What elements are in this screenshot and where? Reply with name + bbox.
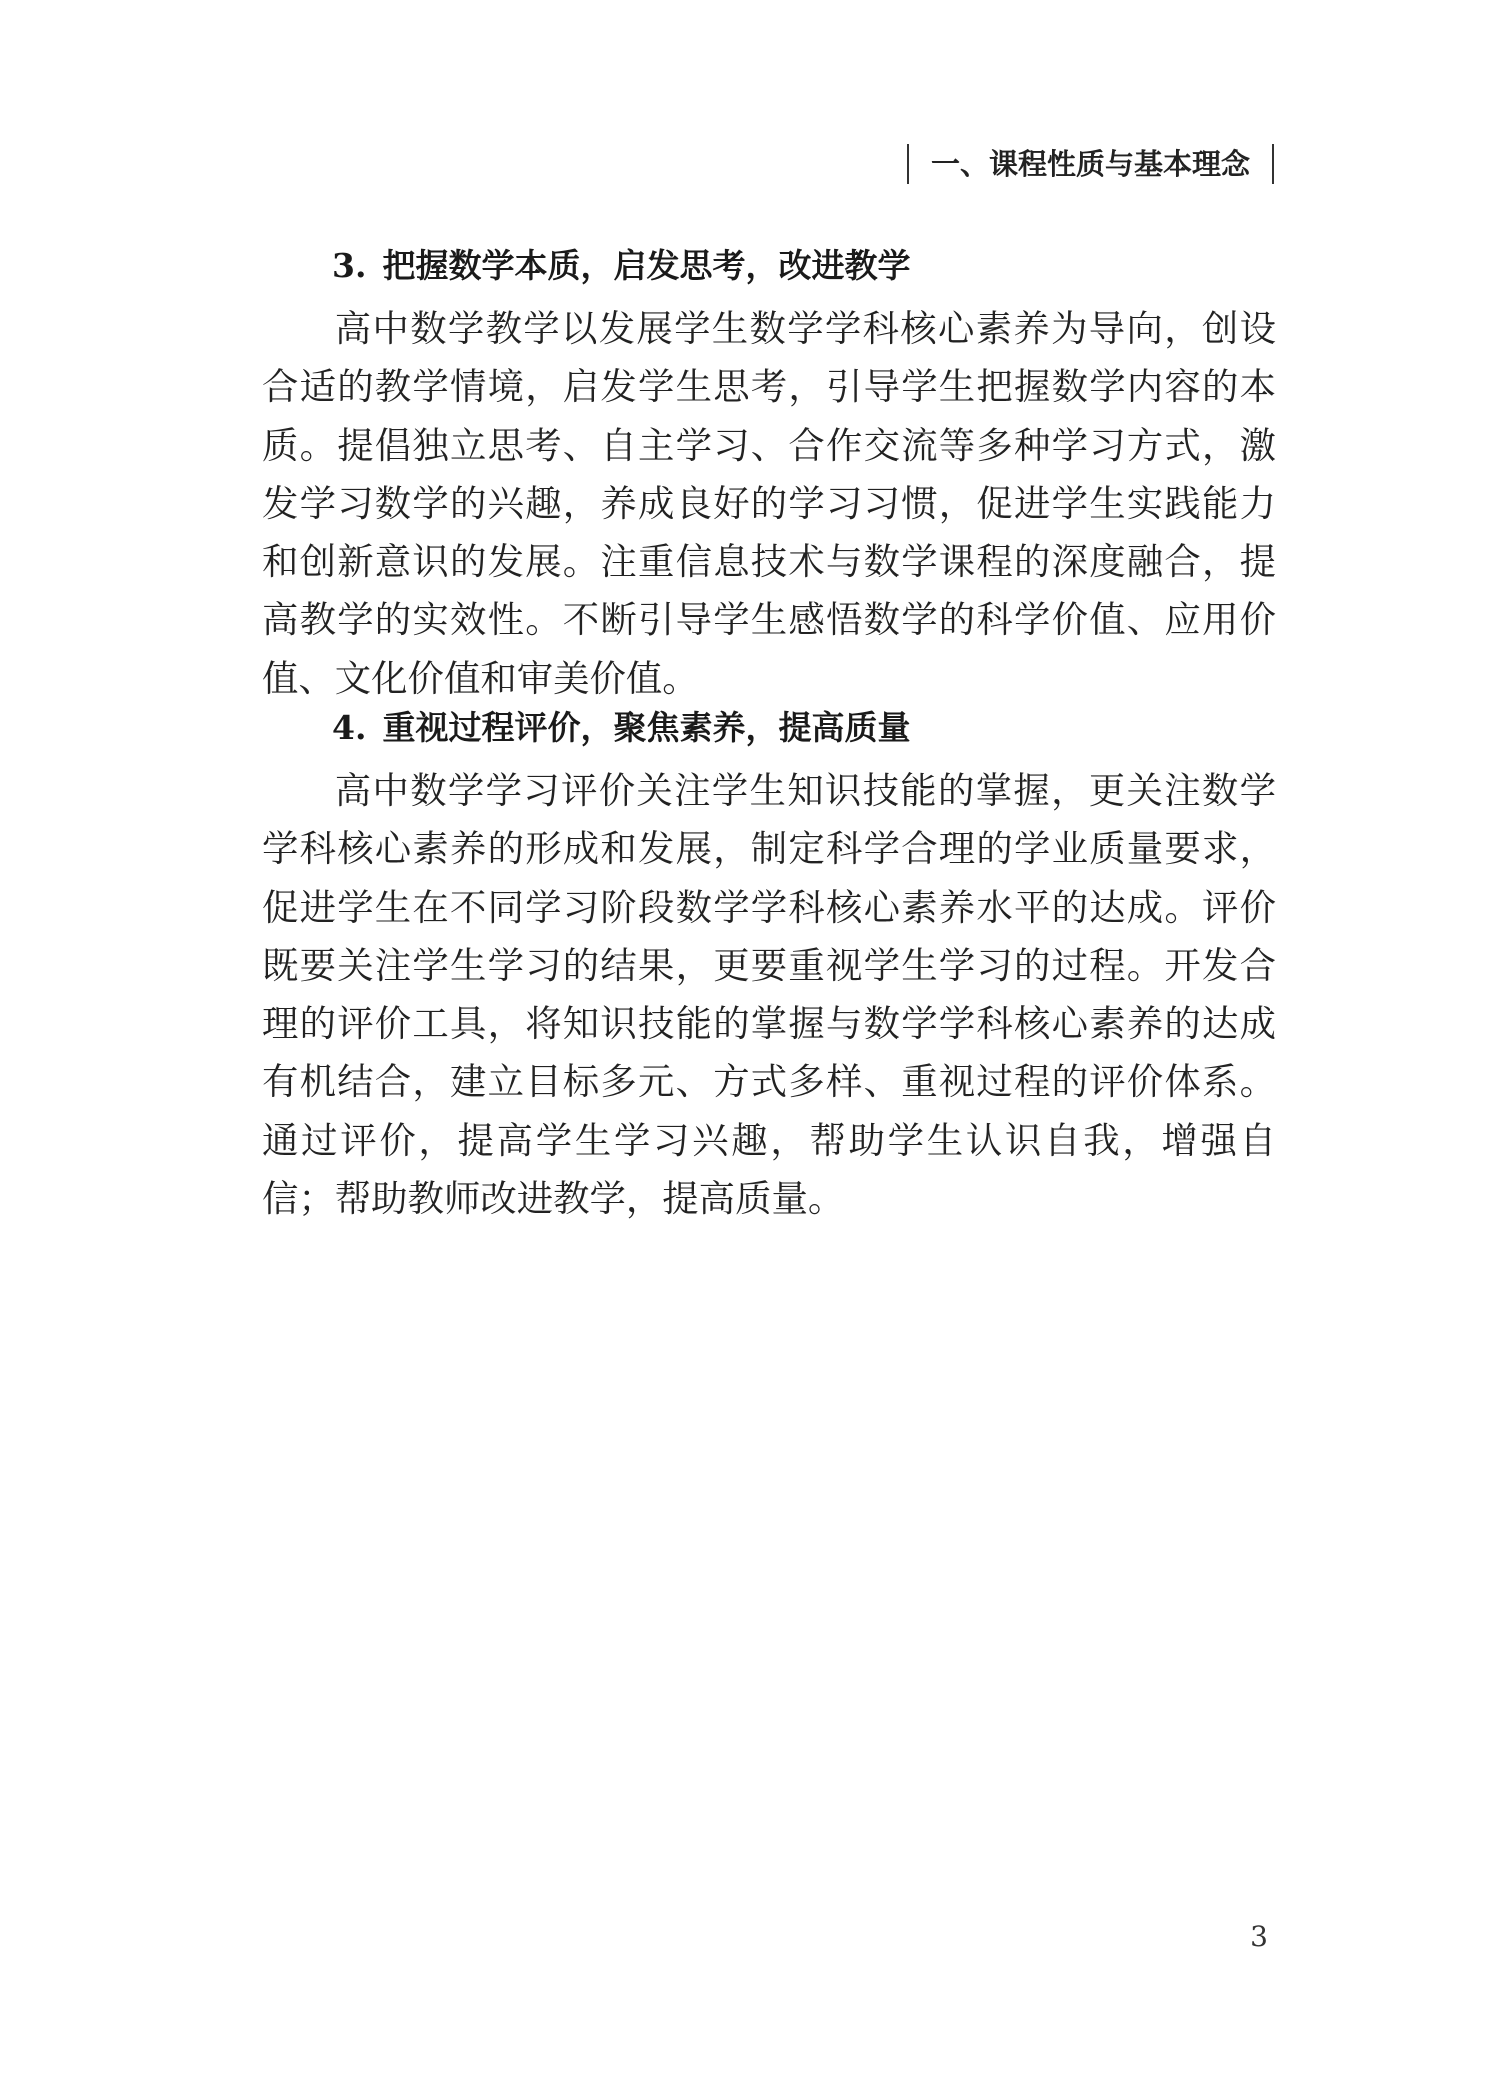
header-title: 一、课程性质与基本理念 <box>930 147 1250 181</box>
section-4 <box>262 700 1276 1228</box>
section-3-paragraph: 高中数学教学以发展学生数学学科核心素养为导向，创设合适的教学情境，启发学生思考，引导学生把握数学内容的本质。提倡独立思考、自主学习、合作交流等多种学习方式，激发学习数学的兴趣，养成良好的学习习惯，促进学生实践能力和创新意识的发展。注重信息技术与数学课程的深度融合，提高教学的实效性。不断引导学生感悟数学的科学价值、应用价值、文化价值和审美价值。 <box>262 307 1276 700</box>
section-3-number: 3. <box>332 246 367 285</box>
running-header <box>907 140 1274 188</box>
section-4-paragraph: 高中数学学习评价关注学生知识技能的掌握，更关注数学学科核心素养的形成和发展，制定科学合理的学业质量要求，促进学生在不同学习阶段数学学科核心素养水平的达成。评价既要关注学生学习的结果，更要重视学生学习的过程。开发合理的评价工具，将知识技能的掌握与数学学科核心素养的达成有机结合，建立目标多元、方式多样、重视过程的评价体系。通过评价，提高学生学习兴趣，帮助学生认识自我，增强自信；帮助教师改进教学，提高质量。 <box>262 769 1276 1221</box>
header-right-bar <box>1272 144 1274 184</box>
page-number: 3 <box>1250 1920 1268 1953</box>
section-3 <box>262 238 1276 708</box>
section-4-title: 重视过程评价，聚焦素养，提高质量 <box>382 708 911 747</box>
section-4-number: 4. <box>332 708 367 747</box>
section-4-heading <box>332 700 1276 756</box>
section-3-heading <box>332 238 1276 294</box>
header-left-bar <box>907 144 909 184</box>
section-3-title: 把握数学本质，启发思考，改进教学 <box>382 246 911 285</box>
